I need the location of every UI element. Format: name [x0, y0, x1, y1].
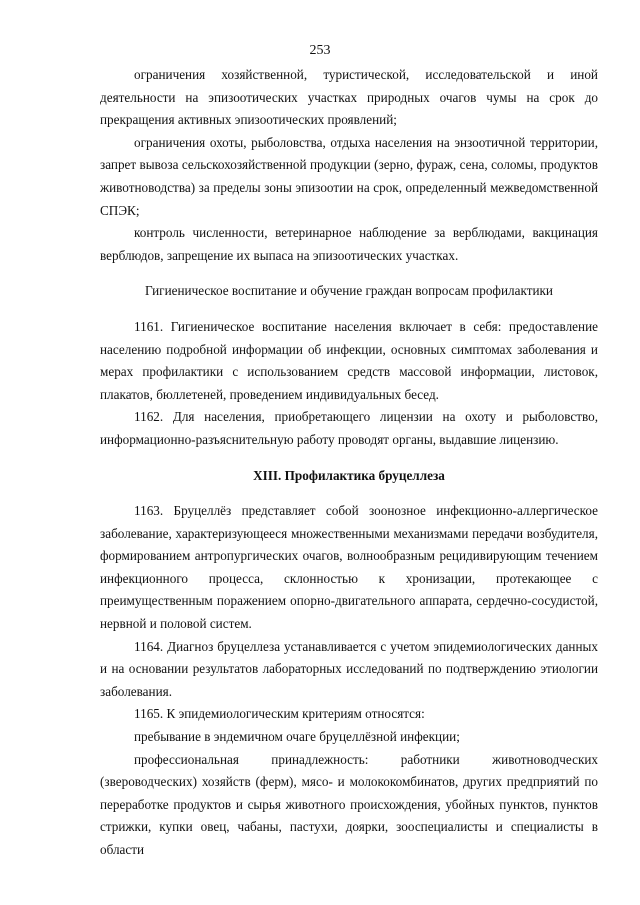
page-body [100, 64, 598, 862]
paragraph: 1162. Для населения, приобретающего лицензии на охоту и рыболовство, информационно-разъяснительную работу проводят органы, выдавшие лицензию. [100, 409, 598, 447]
paragraph: ограничения хозяйственной, туристической, исследовательской и иной деятельности на эпизоотических участках природных очагов чумы на срок до прекращения активных эпизоотических проявлений; [100, 67, 598, 128]
paragraph: 1165. К эпидемиологическим критериям относятся: [134, 706, 425, 722]
paragraph: 1164. Диагноз бруцеллеза устанавливается с учетом эпидемиологических данных и на основании результатов лабораторных исследований по подтверждению этиологии заболевания. [100, 638, 598, 699]
paragraph: профессиональная принадлежность: работники животноводческих (звероводческих) хозяйств (ферм), мясо- и молококомбинатов, других предприятий по переработке продуктов и сырья животного происхождения, убойных пунктов, пунктов стрижки, купки овец, чабаны, пастухи, доярки, зооспециалисты и специалисты в области [100, 751, 598, 857]
paragraph: 1163. Бруцеллёз представляет собой зоонозное инфекционно-аллергическое заболевание, характеризующееся множественными механизмами передачи возбудителя, формированием антропургических очагов, волнообразным рецидивирующим течением инфекционного процесса, склонностью к хронизации, протекающее с преимущественным поражением опорно-двигательного аппарата, сердечно-сосудистой, нервной и половой систем. [100, 503, 598, 632]
section-heading: XIII. Профилактика бруцеллеза [253, 467, 445, 483]
paragraph: 1161. Гигиеническое воспитание населения включает в себя: предоставление населению подробной информации об инфекции, основных симптомах заболевания и мерах профилактики с использованием средств массовой информации, листовок, плакатов, бюллетеней, проведением индивидуальных бесед. [100, 318, 598, 402]
subheading: Гигиеническое воспитание и обучение граждан вопросам профилактики [145, 283, 553, 299]
paragraph: пребывание в эндемичном очаге бруцеллёзной инфекции; [134, 729, 460, 745]
paragraph: ограничения охоты, рыболовства, отдыха населения на энзоотичной территории, запрет вывоза сельскохозяйственной продукции (зерно, фураж, сена, соломы, продуктов животноводства) за пределы зоны эпизоотии на срок, определенный межведомственной СПЭК; [100, 134, 598, 218]
paragraph: контроль численности, ветеринарное наблюдение за верблюдами, вакцинация верблюдов, запрещение их выпаса на эпизоотических участках. [100, 225, 598, 263]
page-number: 253 [309, 43, 331, 58]
